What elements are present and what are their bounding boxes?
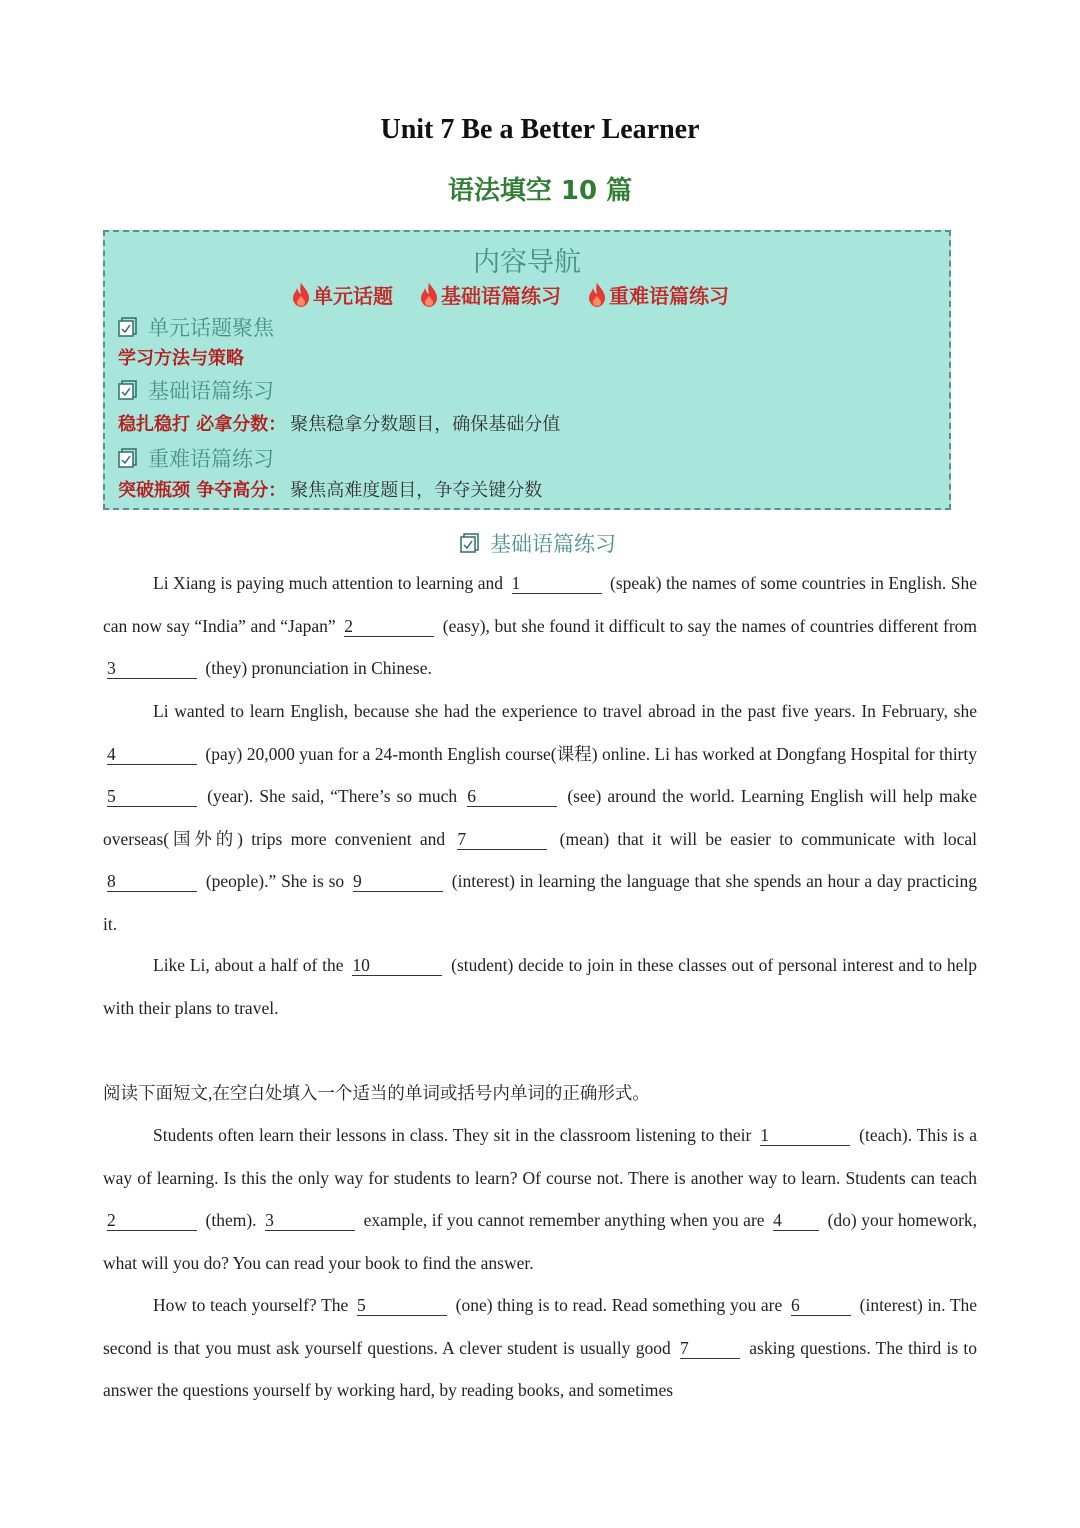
- blank-10[interactable]: 10: [352, 955, 442, 976]
- passage-text: (do) your homework, what will you do? You can read your book to find the answer.: [103, 1210, 978, 1273]
- passage-text: (pay) 20,000 yuan for a 24-month English course(课程) online. Li has worked at Dongfang Hospital for thirty: [205, 743, 977, 764]
- nav-sub-basic: [118, 410, 560, 436]
- passage-text: How to teach yourself? The: [153, 1295, 349, 1315]
- blank-7[interactable]: 7: [457, 829, 547, 850]
- blank-9[interactable]: 9: [353, 871, 443, 892]
- passage-text: (year). She said, “There’s so much: [207, 786, 458, 806]
- passage-text: (speak) the names of some countries in English. She can now say “India” and “Japan”: [103, 573, 978, 636]
- passage-text: Li Xiang is paying much attention to learning and: [153, 573, 503, 593]
- flame-icon: [419, 282, 439, 308]
- passage-text: (they) pronunciation in Chinese.: [205, 658, 432, 678]
- flame-icon: [291, 282, 311, 308]
- document-title: Unit 7 Be a Better Learner: [380, 114, 700, 145]
- nav-sub-topic: 学习方法与策略: [118, 348, 244, 369]
- nav-tab-label: 单元话题: [313, 284, 393, 308]
- nav-tab-hard-passages[interactable]: [587, 280, 729, 309]
- passage-text: (interest) in. The second is that you must ask yourself questions. A clever student is usually good: [103, 1295, 978, 1358]
- nav-tab-basic-passages[interactable]: [419, 280, 561, 309]
- passage1-paragraph3: [103, 944, 977, 1029]
- nav-tabs: [291, 280, 729, 309]
- blank-7[interactable]: 7: [680, 1338, 740, 1359]
- passage-text: (people).” She is so: [205, 871, 345, 891]
- passage2-instruction: 阅读下面短文,在空白处填入一个适当的单词或括号内单词的正确形式。: [103, 1083, 650, 1103]
- blank-1[interactable]: 1: [512, 573, 602, 594]
- blank-4[interactable]: 4: [107, 744, 197, 765]
- nav-section-unit-topic[interactable]: [118, 312, 274, 342]
- nav-section-label: 单元话题聚焦: [148, 316, 274, 340]
- document-check-icon: [118, 448, 138, 468]
- passage-text: (interest) in learning the language that she spends an hour a day practicing it.: [103, 871, 977, 934]
- passage-text: Li wanted to learn English, because she had the experience to travel abroad in the past five years. In February, she: [153, 701, 977, 721]
- blank-2[interactable]: 2: [344, 616, 434, 637]
- nav-section-basic-passages[interactable]: [118, 375, 274, 405]
- blank-6[interactable]: 6: [791, 1295, 851, 1316]
- nav-section-hard-passages[interactable]: [118, 443, 274, 473]
- passage-text: (one) thing is to read. Read something you are: [455, 1295, 783, 1315]
- passage-text: (them).: [205, 1210, 257, 1230]
- passage2-paragraph1: [103, 1114, 977, 1284]
- nav-section-label: 重难语篇练习: [148, 447, 274, 471]
- nav-heading: 内容导航: [473, 247, 581, 278]
- nav-sub-hard: [118, 476, 542, 502]
- document-check-icon: [118, 380, 138, 400]
- blank-4[interactable]: 4: [773, 1210, 819, 1231]
- nav-tab-label: 基础语篇练习: [441, 284, 561, 308]
- section-heading-label: 基础语篇练习: [490, 532, 616, 556]
- passage-text: Students often learn their lessons in class. They sit in the classroom listening to their: [153, 1125, 752, 1145]
- passage-text: example, if you cannot remember anything when you are: [363, 1210, 765, 1230]
- nav-sub-description: 聚焦高难度题目，争夺关键分数: [290, 480, 543, 501]
- blank-5[interactable]: 5: [357, 1295, 447, 1316]
- document-check-icon: [460, 533, 480, 553]
- passage-text: (student) decide to join in these classes out of personal interest and to help with their plans to travel.: [103, 955, 978, 1018]
- section-heading: [460, 528, 616, 558]
- passage-text: Like Li, about a half of the: [153, 955, 344, 975]
- passage2-paragraph2: [103, 1284, 977, 1412]
- document-check-icon: [118, 317, 138, 337]
- nav-tab-label: 重难语篇练习: [609, 284, 729, 308]
- nav-sub-label: 稳扎稳打 必拿分数：: [118, 414, 287, 435]
- passage1-paragraph2: [103, 690, 977, 945]
- passage-text: (see) around the world. Learning English will help make overseas(国外的) trips more convenient and: [103, 786, 978, 849]
- passage-text: (teach). This is a way of learning. Is this the only way for students to learn? Of course not. There is another way to learn. Students can teach: [103, 1125, 978, 1188]
- blank-2[interactable]: 2: [107, 1210, 197, 1231]
- nav-sub-description: 聚焦稳拿分数题目，确保基础分值: [290, 414, 561, 435]
- passage-text: (mean) that it will be easier to communicate with local: [559, 828, 978, 849]
- blank-6[interactable]: 6: [467, 786, 557, 807]
- blank-3[interactable]: 3: [265, 1210, 355, 1231]
- passage-text: asking questions. The third is to answer the questions yourself by working hard, by reading books, and sometimes: [103, 1337, 978, 1400]
- document-subtitle: 语法填空 10 篇: [447, 176, 633, 206]
- nav-tab-unit-topic[interactable]: [291, 280, 393, 309]
- blank-5[interactable]: 5: [107, 786, 197, 807]
- passage-text: (easy), but she found it difficult to say the names of countries different from: [442, 615, 978, 636]
- flame-icon: [587, 282, 607, 308]
- blank-8[interactable]: 8: [107, 871, 197, 892]
- nav-sub-label: 突破瓶颈 争夺高分：: [118, 480, 287, 501]
- blank-3[interactable]: 3: [107, 658, 197, 679]
- passage1-paragraph1: [103, 562, 977, 690]
- blank-1[interactable]: 1: [760, 1125, 850, 1146]
- nav-section-label: 基础语篇练习: [148, 379, 274, 403]
- content-navigation-box: [103, 230, 951, 510]
